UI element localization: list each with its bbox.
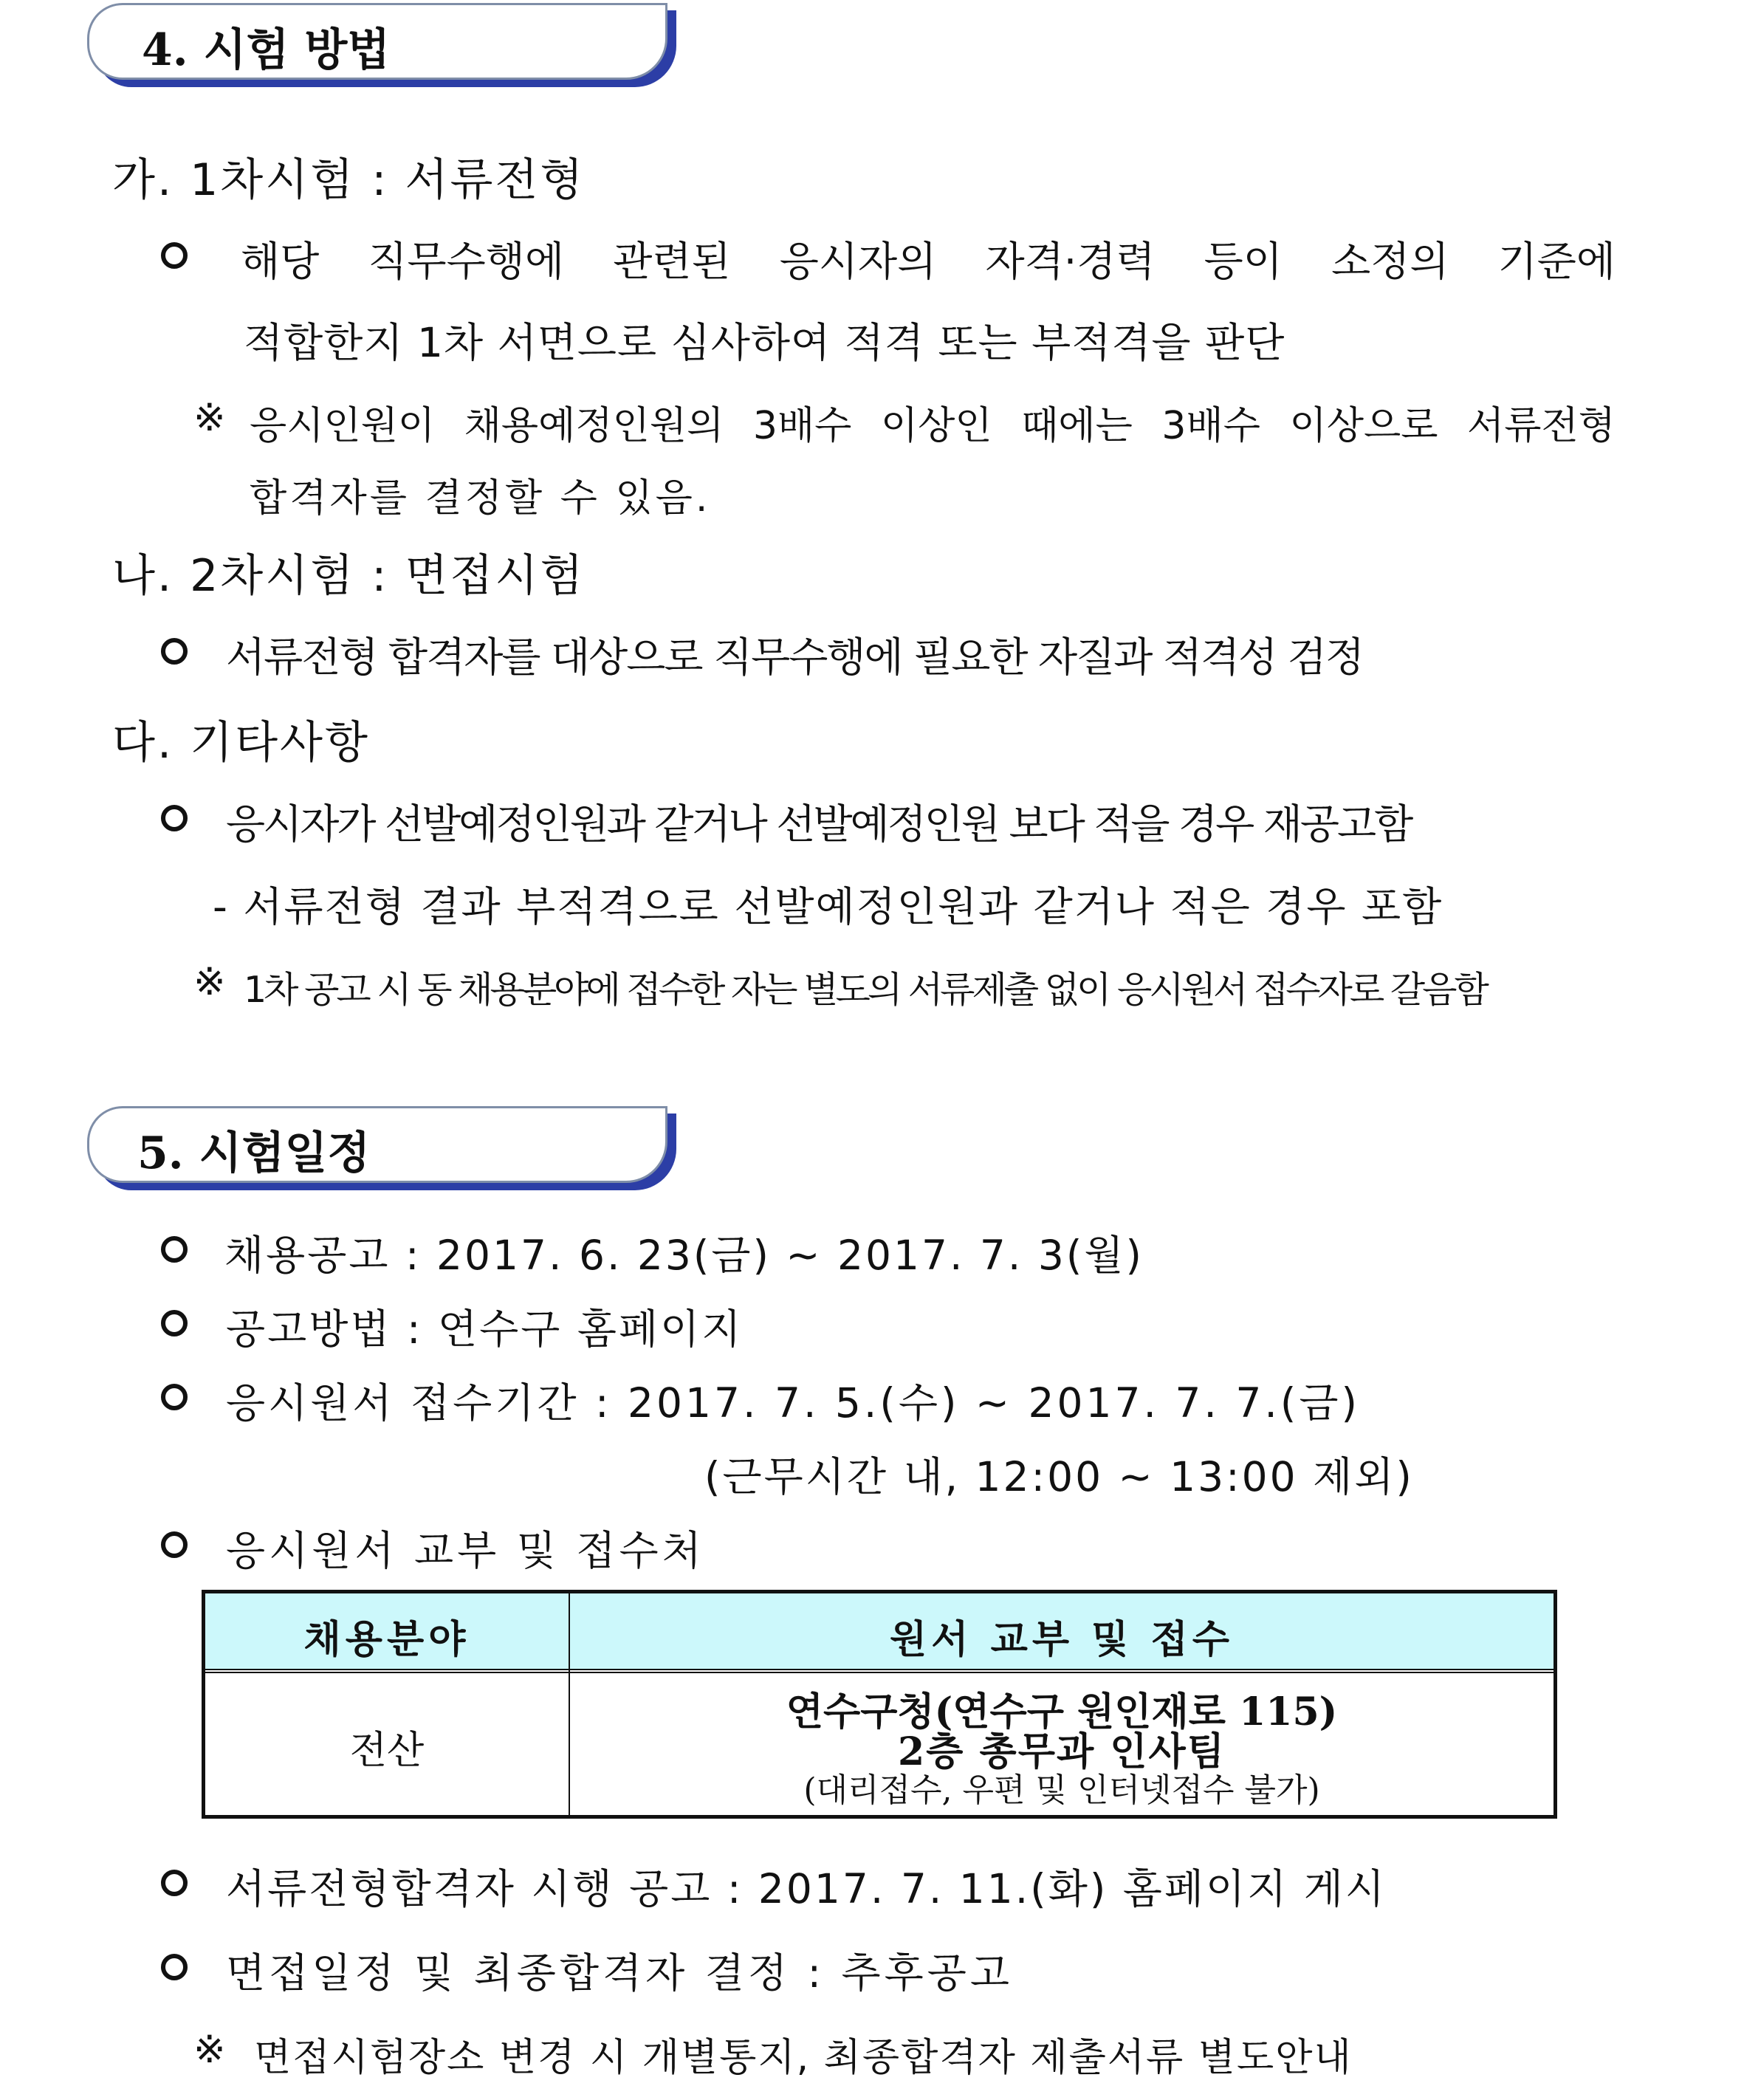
note-a-line1 (250, 394, 1616, 450)
word: 응시자의 (779, 238, 937, 285)
circle-bullet-icon (161, 805, 188, 831)
schedule-note: 면접시험장소 변경 시 개별통지, 최종합격자 제출서류 별도안내 (254, 2036, 1353, 2080)
schedule-item-3: 응시원서 접수기간 : 2017. 7. 5.(수) ~ 2017. 7. 7.(금) (226, 1379, 1360, 1427)
word: 기준에 (1497, 238, 1616, 285)
schedule-item-1: 채용공고 : 2017. 6. 23(금) ~ 2017. 7. 3(월) (224, 1232, 1144, 1279)
circle-bullet-icon (161, 1384, 188, 1410)
schedule-item-6: 면접일정 및 최종합격자 결정 : 추후공고 (226, 1949, 1014, 1997)
schedule-item-2: 공고방법 : 연수구 홈페이지 (226, 1305, 744, 1353)
note-mark-icon: ※ (193, 2028, 226, 2072)
circle-bullet-icon (161, 1310, 188, 1336)
circle-bullet-icon (161, 1531, 188, 1558)
word: 이상인 (880, 404, 992, 448)
circle-bullet-icon (161, 1870, 188, 1896)
word: 등이 (1204, 238, 1283, 285)
word: 직무수행에 (368, 238, 565, 285)
circle-bullet-icon (161, 1236, 188, 1263)
sub-heading-a: 가. 1차시험 : 서류전형 (112, 154, 586, 206)
word: 해당 (241, 238, 320, 285)
note-c: 1차 공고 시 동 채용분야에 접수한 자는 별도의 서류제출 없이 응시원서 접수자로 갈음함 (244, 969, 1486, 1011)
section-5-title: 5. 시험일정 (137, 1128, 371, 1179)
word: 3배수 (1161, 404, 1260, 448)
table-header-place: 원서 교부 및 접수 (890, 1617, 1234, 1662)
note-mark-icon: ※ (193, 960, 226, 1004)
word: 응시인원이 (250, 404, 436, 448)
sub-heading-c: 다. 기타사항 (112, 717, 370, 769)
word: 자격·경력 (985, 238, 1156, 285)
table-cell-field: 전산 (349, 1729, 425, 1773)
table-cell-place-line1: 연수구청(연수구 원인재로 115) (786, 1689, 1338, 1734)
item-a-line1 (241, 229, 1616, 287)
section-4-title: 4. 시험 방법 (142, 24, 391, 76)
table-cell-place-line2: 2층 총무과 인사팀 (897, 1729, 1226, 1774)
circle-bullet-icon (161, 242, 188, 269)
schedule-item-3-cont: (근무시간 내, 12:00 ~ 13:00 제외) (704, 1453, 1414, 1500)
word: 소정의 (1331, 238, 1449, 285)
table-header-field: 채용분야 (303, 1617, 470, 1662)
note-a-line2: 합격자를 결정할 수 있음. (250, 476, 711, 521)
word: 이상으로 (1289, 404, 1438, 448)
word: 서류전형 (1466, 404, 1616, 448)
reception-table (202, 1590, 1557, 1819)
word: 관련된 (613, 238, 731, 285)
item-c-dash: - 서류전형 결과 부적격으로 선발예정인원과 같거나 적은 경우 포함 (213, 883, 1443, 930)
schedule-item-4: 응시원서 교부 및 접수처 (226, 1527, 705, 1574)
table-double-rule (205, 1669, 1554, 1673)
circle-bullet-icon (161, 1954, 188, 1980)
item-b: 서류전형 합격자를 대상으로 직무수행에 필요한 자질과 적격성 검정 (226, 634, 1364, 681)
note-mark-icon: ※ (193, 396, 226, 440)
item-a-line2: 적합한지 1차 서면으로 심사하여 적격 또는 부적격을 판단 (244, 319, 1285, 366)
word: 때에는 (1021, 404, 1133, 448)
word: 3배수 (752, 404, 852, 448)
word: 채용예정인원의 (464, 404, 724, 448)
sub-heading-b: 나. 2차시험 : 면접시험 (112, 550, 586, 602)
item-c: 응시자가 선발예정인원과 같거나 선발예정인원 보다 적을 경우 재공고함 (226, 800, 1412, 848)
circle-bullet-icon (161, 638, 188, 665)
schedule-item-5: 서류전형합격자 시행 공고 : 2017. 7. 11.(화) 홈페이지 게시 (226, 1865, 1387, 1912)
table-cell-place-line3: (대리접수, 우편 및 인터넷접수 불가) (803, 1771, 1320, 1809)
